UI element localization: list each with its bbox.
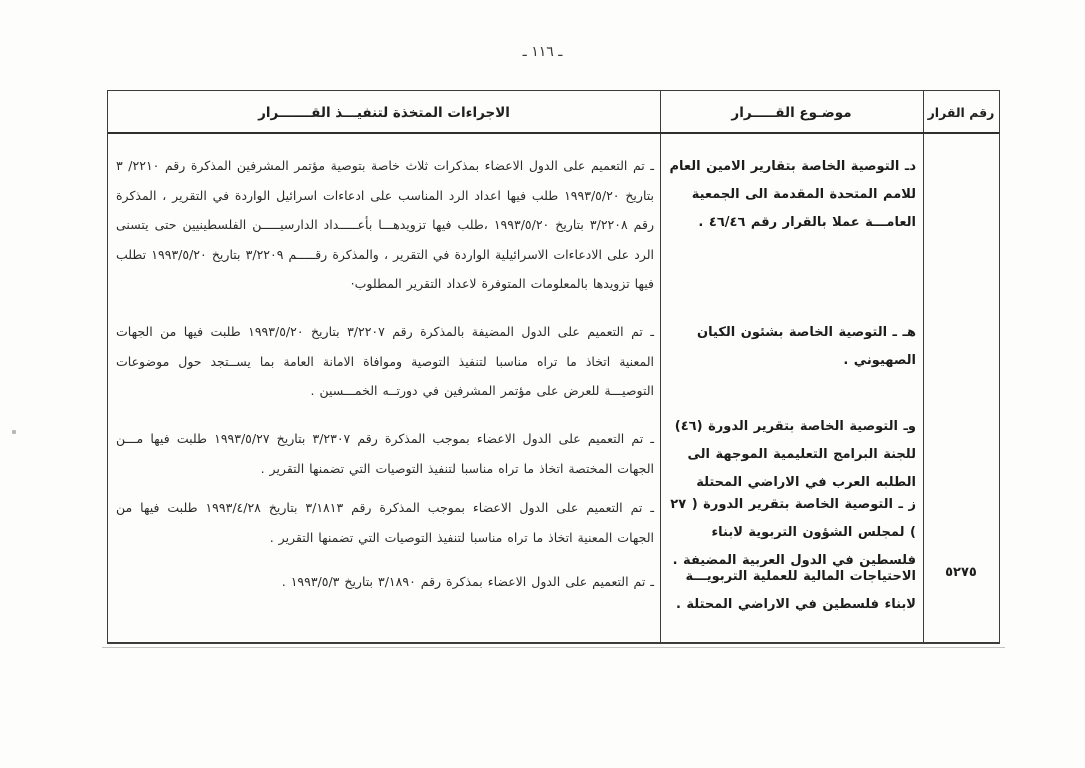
decision-number-value: ٥٢٧٥ bbox=[945, 565, 977, 580]
subject-item: وـ التوصية الخاصة بتقرير الدورة (٤٦) للجنة البرامج التعليمية الموجهة الى الطلبه العرب في الاراضي المحتلة bbox=[674, 419, 916, 490]
action-item: ـ تم التعميم على الدول الاعضاء بموجب المذكرة رقم ٣/١٨١٣ بتاريخ ١٩٩٣/٤/٢٨ طلبت فيها من الجهات المعنية اتخاذ ما تراه مناسبا لتنفيذ التوصيات التي تضمنها التقرير . bbox=[116, 500, 654, 545]
decisions-table bbox=[107, 90, 1000, 644]
column-header-actions: الاجراءات المتخذة لتنفيـــذ القـــــــرار bbox=[258, 105, 510, 121]
header-row-divider bbox=[108, 132, 999, 134]
action-item: ـ تم التعميم على الدول الاعضاء بموجب المذكرة رقم ٣/٢٣٠٧ بتاريخ ١٩٩٣/٥/٢٧ طلبت فيها مـــن الجهات المختصة اتخاذ ما تراه مناسبا لتنفيذ التوصيات التي تضمنها التقرير . bbox=[116, 431, 654, 476]
subject-item: هـ ـ التوصية الخاصة بشئون الكيان الصهيوني . bbox=[697, 325, 916, 368]
action-item: ـ تم التعميم على الدول الاعضاء بمذكرة رقم ٣/١٨٩٠ بتاريخ ١٩٩٣/٥/٣ . bbox=[281, 574, 654, 589]
subject-item: دـ التوصية الخاصة بتقارير الامين العام للامم المتحدة المقدمة الى الجمعية العامـــة عملا بالقرار رقم ٤٦/٤٦ . bbox=[669, 159, 916, 230]
subject-item: الاحتياجات المالية للعملية التربويـــة لابناء فلسطين في الاراضي المحتلة . bbox=[675, 569, 916, 612]
action-item: ـ تم التعميم على الدول المضيفة بالمذكرة رقم ٣/٢٢٠٧ بتاريخ ١٩٩٣/٥/٢٠ طلبت فيها من الجهات المعنية اتخاذ ما تراه مناسبا لتنفيذ التوصية وموافاة الامانة العامة بما يســتجد حول موضوعات التوصيـــة للعرض على مؤتمر المشرفين في دورتــه الخمـــسين . bbox=[116, 324, 654, 398]
scan-bottom-line-artifact bbox=[102, 647, 1005, 648]
action-item: ـ تم التعميم على الدول الاعضاء بمذكرات ثلاث خاصة بتوصية مؤتمر المشرفين المذكرة رقم ٢٢١٠/ ٣ بتاريخ ١٩٩٣/٥/٢٠ طلب فيها اعداد الرد المناسب على ادعاءات اسرائيل الواردة في التقرير ، المذكرة رقم ٣/٢٢٠٨ بتاريخ ١٩٩٣/٥/٢٠ ،طلب فيها تزويدهـــا بأعـــــداد الدارسيـــــن الفلسطينيين حتى يتسنى الرد على الادعاءات الاسرائيلية الواردة في التقرير ، والمذكرة رقـــــم ٣/٢٢٠٩ بتاريخ ١٩٩٣/٥/٢٠ تطلب فيها تزويدها بالمعلومات المتوفرة لاعداد التقرير المطلوب· bbox=[116, 158, 655, 291]
column-divider-number bbox=[923, 91, 924, 642]
subject-item: ز ـ التوصية الخاصة بتقرير الدورة ( ٢٧ ) لمجلس الشؤون التربوية لابناء فلسطين في الدول العربية المضيفة . bbox=[670, 497, 916, 568]
column-header-subject: موضـوع القـــــرار bbox=[731, 105, 852, 121]
page-number: ـ ١١٦ ـ bbox=[522, 44, 563, 60]
column-divider-subject bbox=[660, 91, 661, 642]
scan-speck-artifact bbox=[12, 430, 16, 434]
column-header-decision-number: رقم القرار bbox=[927, 105, 995, 120]
